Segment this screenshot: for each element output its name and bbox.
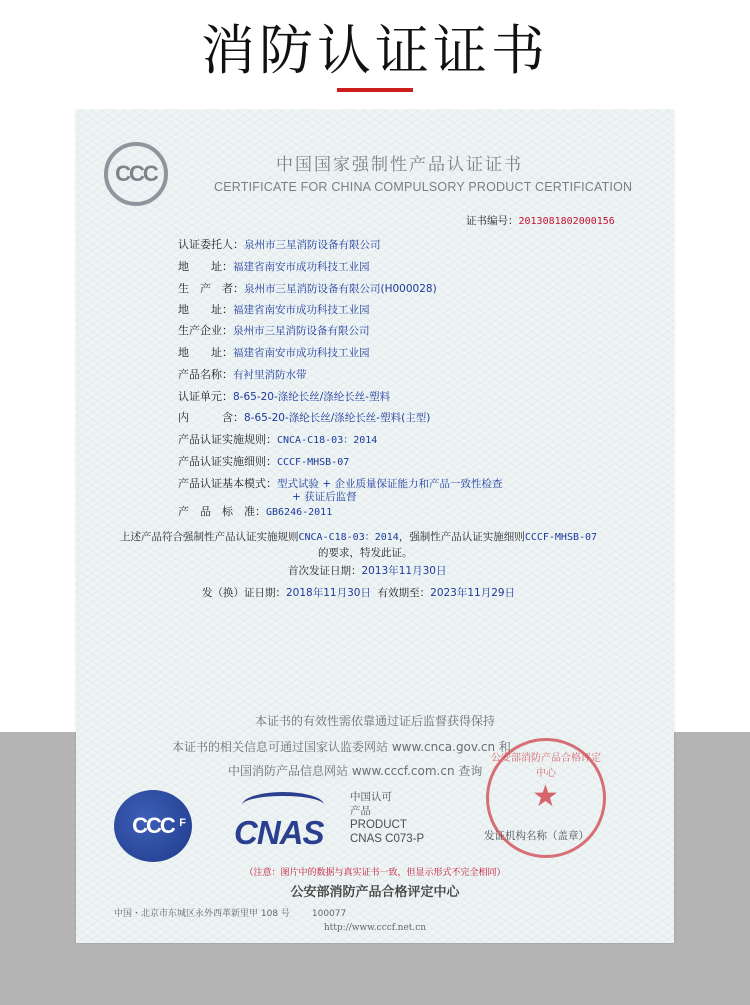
page-title: 消防认证证书 bbox=[201, 19, 549, 82]
certificate-title-en: CERTIFICATE FOR CHINA COMPULSORY PRODUCT CERTIFICATION bbox=[214, 180, 633, 194]
issuing-center-name: 公安部消防产品合格评定中心 bbox=[290, 885, 460, 900]
field-cert-rules: 产品认证实施规则：CNCA-C18-03：2014 bbox=[178, 433, 378, 446]
field-manufacturer: 生 产 者：泉州市三星消防设备有限公司(H000028) bbox=[178, 282, 437, 295]
center-address: 中国・北京市东城区永外西革新里甲 108 号 100077 bbox=[114, 909, 347, 919]
cnas-logo-icon: CNAS bbox=[228, 786, 338, 866]
certificate-number: 证书编号：2013081802000156 bbox=[466, 215, 615, 227]
field-cert-details: 产品认证实施细则：CCCF-MHSB-07 bbox=[178, 455, 350, 468]
certificate-statement: 上述产品符合强制性产品认证实施规则CNCA-C18-03：2014，强制性产品认证实施细则CCCF-MHSB-07 bbox=[120, 531, 598, 543]
verification-notice-2: 中国消防产品信息网站 www.cccf.com.cn 查询 bbox=[228, 764, 483, 778]
field-includes: 内 含：8-65-20-涤纶长丝/涤纶长丝-塑料(主型) bbox=[178, 411, 431, 424]
field-cert-unit: 认证单元：8-65-20-涤纶长丝/涤纶长丝-塑料 bbox=[178, 390, 391, 403]
field-cert-mode: 产品认证基本模式：型式试验 + 企业质量保证能力和产品一致性检查 + 获证后监督 bbox=[178, 477, 503, 503]
field-standard: 产 品 标 准：GB6246-2011 bbox=[178, 505, 333, 518]
accreditation-mark: 中国认可 产品 PRODUCT CNAS C073-P bbox=[350, 791, 425, 845]
certificate-title-cn: 中国国家强制性产品认证证书 bbox=[276, 155, 523, 175]
certificate-statement-suffix: 的要求，特发此证。 bbox=[318, 547, 413, 559]
cccf-logo-icon: CCC F bbox=[114, 790, 192, 862]
certificate-image bbox=[76, 110, 674, 943]
title-underline bbox=[337, 88, 413, 92]
issue-and-validity: 发（换）证日期：2018年11月30日 有效期至：2023年11月29日 bbox=[202, 587, 516, 599]
disclaimer-note: （注意：图片中的数据与真实证书一致，但显示形式不完全相同） bbox=[244, 868, 506, 878]
verification-notice: 本证书的相关信息可通过国家认监委网站 www.cnca.gov.cn 和 bbox=[172, 740, 511, 754]
issuer-label: 发证机构名称（盖章） bbox=[484, 830, 589, 842]
first-issue-date: 首次发证日期：2013年11月30日 bbox=[288, 565, 447, 577]
field-applicant-address: 地 址：福建省南安市成功科技工业园 bbox=[178, 260, 370, 273]
center-website: http://www.cccf.net.cn bbox=[323, 923, 427, 933]
field-factory-address: 地 址：福建省南安市成功科技工业园 bbox=[178, 346, 370, 359]
field-manufacturer-address: 地 址：福建省南安市成功科技工业园 bbox=[178, 303, 370, 316]
official-seal-icon: 公安部消防产品合格评定中心 ★ bbox=[486, 738, 606, 858]
field-applicant: 认证委托人：泉州市三星消防设备有限公司 bbox=[178, 238, 381, 251]
field-product-name: 产品名称：有衬里消防水带 bbox=[178, 368, 307, 381]
ccc-logo-icon: CCC bbox=[104, 142, 168, 206]
field-factory: 生产企业：泉州市三星消防设备有限公司 bbox=[178, 324, 370, 337]
validity-notice: 本证书的有效性需依靠通过证后监督获得保持 bbox=[254, 714, 495, 728]
